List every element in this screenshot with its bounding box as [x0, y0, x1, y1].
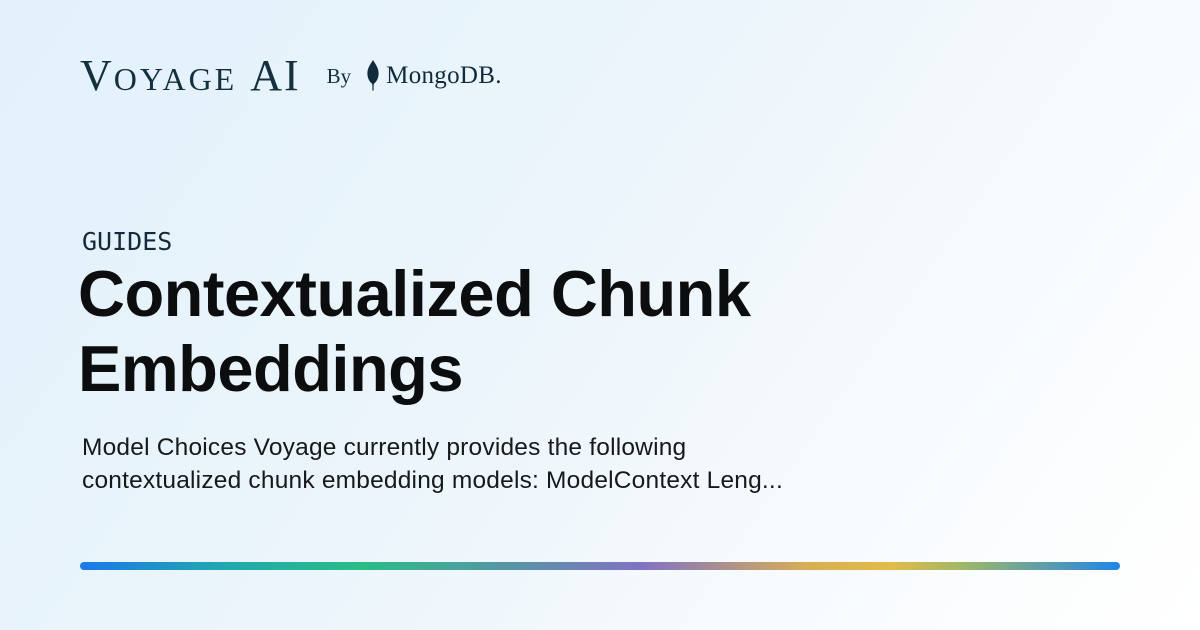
voyage-ai-logo	[80, 51, 301, 100]
description-line-1: Model Choices Voyage currently provides the following	[82, 434, 687, 461]
mongodb-wordmark: MongoDB.	[386, 62, 502, 89]
page-title: Contextualized Chunk Embeddings	[78, 257, 751, 406]
page-description	[82, 431, 783, 497]
gradient-divider-bar	[80, 562, 1120, 570]
description-line-2: contextualized chunk embedding models: ModelContext Leng...	[82, 467, 783, 494]
voyage-logo-smallcaps: OYAGE	[113, 61, 238, 97]
byline	[327, 60, 502, 92]
byline-by-label: By	[326, 63, 352, 88]
voyage-logo-ai: AI	[250, 51, 301, 100]
voyage-logo-initial: V	[80, 51, 114, 100]
eyebrow-category-label: GUIDES	[82, 227, 173, 256]
mongodb-leaf-icon	[365, 60, 381, 92]
header-logo-row	[80, 51, 502, 100]
